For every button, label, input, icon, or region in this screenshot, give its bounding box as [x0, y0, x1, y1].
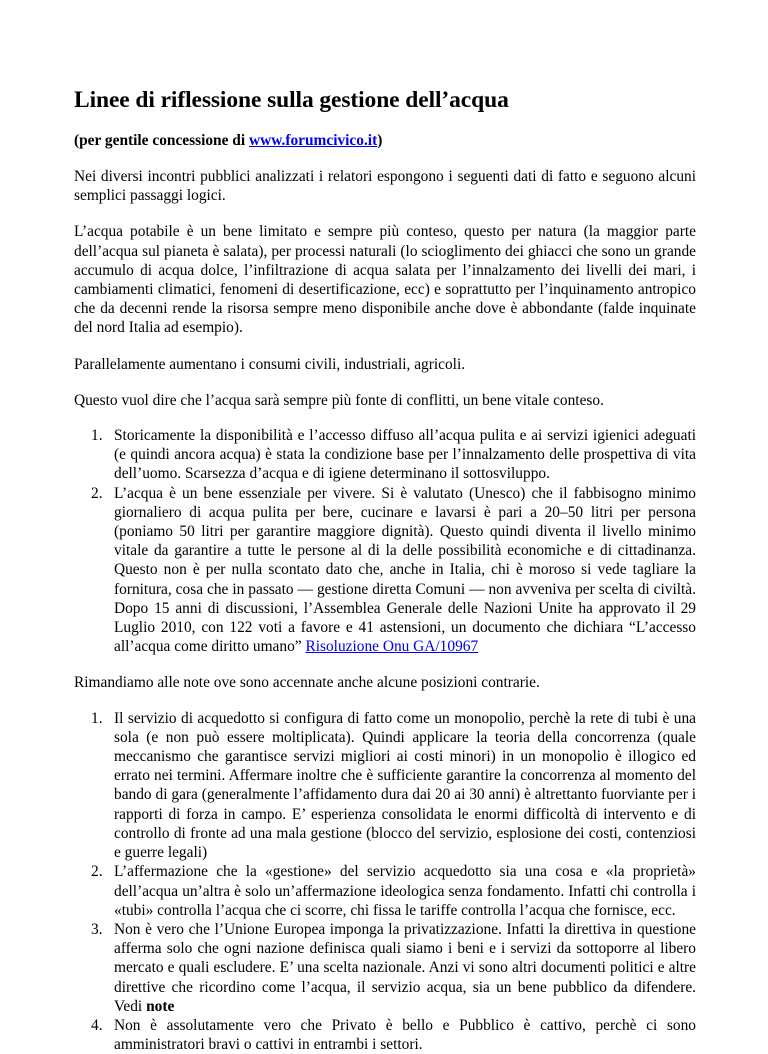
- paragraph-conflicts: Questo vuol dire che l’acqua sarà sempre più fonte di conflitti, un bene vitale conteso.: [74, 391, 604, 409]
- notes-bold-text: note: [146, 997, 175, 1015]
- document-title: Linee di riflessione sulla gestione dell’acqua: [74, 87, 509, 113]
- list-item-number: 3.: [91, 920, 103, 938]
- list-item-text: Non è vero che l’Unione Europea imponga la privatizzazione. Infatti la direttiva in questione afferma solo che ogni nazione definisca quali siamo i beni e i servizi da sottoporre al libero mercato e quali escludere. E’ una scelta nazionale. Anzi vi sono altri documenti politici e altre direttive che ricordino come l’acqua, il servizio acqua, sia un bene pubblico da difendere. Vedi: [114, 920, 696, 1015]
- list-item-text: L’acqua è un bene essenziale per vivere. Si è valutato (Unesco) che il fabbisogno minimo giornaliero di acqua pulita per bere, cucinare e lavarsi è pari a 20–50 litri per persona (poniamo 50 litri per garantire maggiore dignità). Questo quindi diventa il livello minimo vitale da garantire a tutte le persone al di la delle possibilità economiche e di cittadinanza. Questo non è per nulla scontato dato che, anche in Italia, chi è moroso si vede tagliare la fornitura, cosa che in passato — gestione diretta Comuni — non avveniva per scelta di civiltà. Dopo 15 anni di discussioni, l’Assemblea Generale delle Nazioni Unite ha approvato il 29 Luglio 2010, con 122 voti a favore e 41 astensioni, un documento che dichiara “L’accesso all’acqua come diritto umano”: [114, 484, 696, 656]
- list-item-number: 4.: [91, 1016, 103, 1034]
- paragraph-notes-reference: Rimandiamo alle note ove sono accennate anche alcune posizioni contrarie.: [74, 674, 540, 692]
- list-item: [74, 484, 696, 657]
- paragraph-water-limited: L’acqua potabile è un bene limitato e sempre più conteso, questo per natura (la maggior parte dell’acqua sul pianeta è salata), per processi naturali (lo scioglimento dei ghiacci che sono un grande accumulo di acqua dolce, l’infiltrazione di acqua salata per l’innalzamento dei livelli dei mari, i cambiamenti climatici, fenomeni di desertificazione, ecc) e soprattutto per l’inquinamento antropico che da decenni rende la risorsa sempre meno disponibile anche dove è abbondante (falde inquinate del nord Italia ad esempio).: [74, 223, 696, 337]
- list-item-text: Il servizio di acquedotto si configura di fatto come un monopolio, perchè la rete di tubi è una sola (e non può essere moltiplicata). Quindi applicare la teoria della concorrenza (quale meccanismo che garantisce servizi migliori ai costi minori) in un monopolio è illogico ed errato nei termini. Affermare inoltre che è sufficiente garantire la concorrenza al momento del bando di gara (generalmente l’affidamento dura dai 20 ai 30 anni) è altrettanto fuorviante per i rapporti di forza in campo. E’ esperienza consolidata le enormi difficoltà di intervento e di controllo di fronte ad una mala gestione (blocco del servizio, esplosione dei costi, contenziosi e guerre legali): [114, 709, 696, 862]
- paragraph-intro: Nei diversi incontri pubblici analizzati i relatori espongono i seguenti dati di fatto e seguono alcuni semplici passaggi logici.: [74, 168, 696, 205]
- list-item-number: 1.: [91, 709, 103, 727]
- forumcivico-link[interactable]: www.forumcivico.it: [248, 132, 378, 149]
- list-arguments: [74, 709, 696, 1054]
- list-item: [74, 1016, 696, 1054]
- document-subtitle: [74, 131, 696, 150]
- list-item-text: L’affermazione che la «gestione» del servizio acquedotto sia una cosa e «la proprietà» dell’acqua un’altra è solo un’affermazione ideologica senza fondamento. Infatti chi controlla i «tubi» controlla l’acqua che ci scorre, chi fissa le tariffe controlla l’acqua che fornisce, ecc.: [114, 863, 696, 919]
- list-item-number: 2.: [91, 484, 103, 502]
- list-item-text: Storicamente la disponibilità e l’accesso diffuso all’acqua pulita e ai servizi igienici adeguati (e quindi ancora acqua) è stata la condizione base per l’innalzamento delle prospettiva di vita dell’uomo. Scarsezza d’acqua e di igiene determinano il sottosviluppo.: [114, 427, 696, 483]
- list-item-number: 2.: [91, 863, 103, 881]
- list-item-text: Non è assolutamente vero che Privato è bello e Pubblico è cattivo, perchè ci sono amministratori bravi o cattivi in entrambi i settori.: [114, 1016, 696, 1054]
- list-facts: [74, 426, 696, 656]
- paragraph-consumption: Parallelamente aumentano i consumi civili, industriali, agricoli.: [74, 355, 466, 373]
- list-item: [74, 426, 696, 484]
- document-page: [74, 0, 696, 1054]
- onu-resolution-link[interactable]: Risoluzione Onu GA/10967: [305, 638, 479, 656]
- list-item: [74, 709, 696, 863]
- list-item: [74, 862, 696, 920]
- list-item: [74, 920, 696, 1016]
- subtitle-prefix: (per gentile concessione di: [74, 132, 249, 149]
- subtitle-suffix: ): [377, 132, 383, 149]
- list-item-number: 1.: [91, 427, 103, 445]
